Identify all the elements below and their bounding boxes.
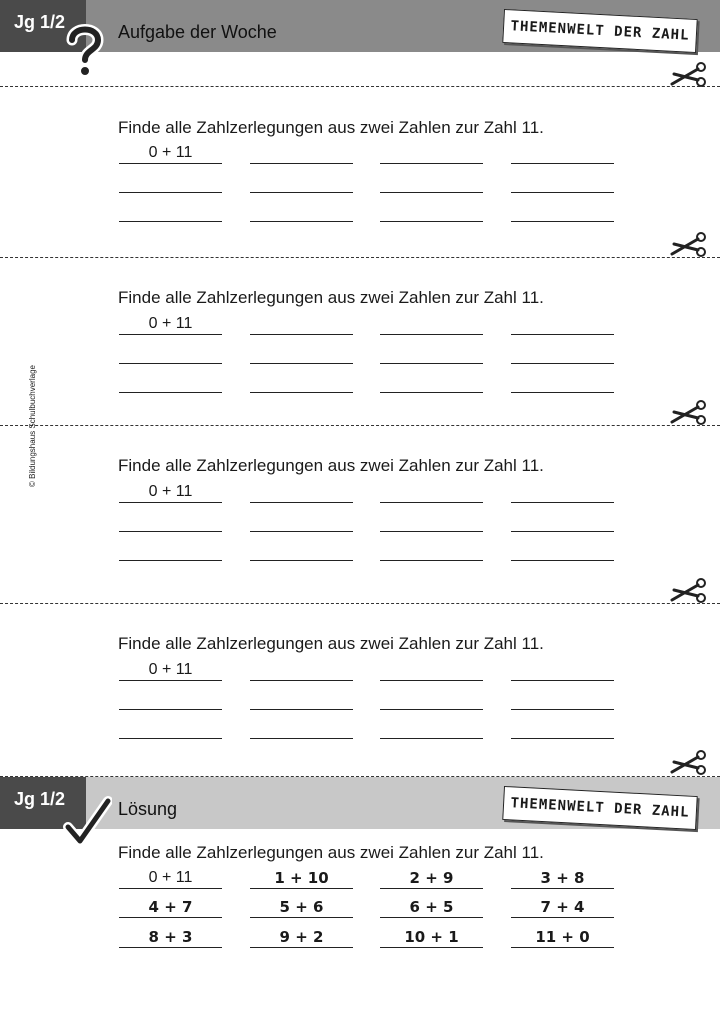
answer-line[interactable]	[380, 312, 483, 335]
answer-line[interactable]	[119, 687, 222, 710]
example-answer: 0 + 11	[148, 144, 193, 161]
answer-line[interactable]	[511, 312, 614, 335]
solution-answer: 7 + 4	[540, 898, 585, 916]
answer-line[interactable]	[119, 658, 222, 681]
solution-line	[250, 866, 353, 889]
answer-line[interactable]	[511, 658, 614, 681]
answer-line[interactable]	[380, 687, 483, 710]
page-title: Aufgabe der Woche	[118, 22, 277, 42]
copyright-note: © Bildungshaus Schulbuchverlage	[28, 365, 37, 487]
answer-line[interactable]	[380, 716, 483, 739]
answer-line[interactable]	[380, 480, 483, 503]
answer-line[interactable]	[250, 170, 353, 193]
answer-line[interactable]	[250, 687, 353, 710]
answer-line[interactable]	[380, 538, 483, 561]
task-instruction: Finde alle Zahlzerlegungen aus zwei Zahlen zur Zahl 11.	[118, 288, 544, 307]
answer-line[interactable]	[250, 370, 353, 393]
solution-line	[511, 895, 614, 918]
solution-answer: 9 + 2	[279, 928, 324, 946]
solution-line	[380, 895, 483, 918]
solution-answer: 8 + 3	[148, 928, 193, 946]
answer-line[interactable]	[380, 658, 483, 681]
solution-answer: 6 + 5	[409, 898, 454, 916]
solution-answer: 2 + 9	[409, 869, 454, 887]
solution-answer: 11 + 0	[535, 928, 590, 946]
topic-badge: THEMENWELT DER ZAHL	[502, 9, 698, 53]
cut-line	[0, 603, 720, 604]
answer-line[interactable]	[250, 658, 353, 681]
scissors-icon	[670, 62, 708, 88]
answer-line[interactable]	[119, 141, 222, 164]
solution-title: Lösung	[118, 799, 178, 819]
answer-line[interactable]	[511, 199, 614, 222]
answer-line[interactable]	[511, 716, 614, 739]
answer-line[interactable]	[511, 480, 614, 503]
answer-line[interactable]	[380, 199, 483, 222]
solution-line	[380, 866, 483, 889]
task-instruction: Finde alle Zahlzerlegungen aus zwei Zahlen zur Zahl 11.	[118, 634, 544, 653]
answer-line[interactable]	[119, 480, 222, 503]
solution-line	[119, 895, 222, 918]
answer-line[interactable]	[250, 509, 353, 532]
answer-line[interactable]	[511, 370, 614, 393]
answer-line[interactable]	[511, 687, 614, 710]
checkmark-icon	[62, 795, 112, 847]
answer-line[interactable]	[380, 370, 483, 393]
cut-line	[0, 86, 720, 87]
example-answer: 0 + 11	[148, 661, 193, 678]
answer-line[interactable]	[119, 538, 222, 561]
solution-line	[511, 925, 614, 948]
answer-line[interactable]	[511, 141, 614, 164]
answer-line[interactable]	[511, 509, 614, 532]
page-header	[0, 0, 720, 52]
answer-line[interactable]	[250, 480, 353, 503]
task-instruction: Finde alle Zahlzerlegungen aus zwei Zahlen zur Zahl 11.	[118, 118, 544, 137]
answer-line[interactable]	[380, 509, 483, 532]
solution-answer: 4 + 7	[148, 898, 193, 916]
answer-line[interactable]	[511, 341, 614, 364]
solution-line	[511, 866, 614, 889]
solution-header	[0, 777, 720, 829]
answer-line[interactable]	[250, 538, 353, 561]
answer-line[interactable]	[511, 170, 614, 193]
task-instruction: Finde alle Zahlzerlegungen aus zwei Zahlen zur Zahl 11.	[118, 456, 544, 475]
answer-line[interactable]	[380, 170, 483, 193]
grade-label: Jg 1/2	[14, 12, 66, 32]
answer-line[interactable]	[250, 199, 353, 222]
answer-line[interactable]	[119, 312, 222, 335]
answer-line[interactable]	[119, 341, 222, 364]
cut-line	[0, 257, 720, 258]
scissors-icon	[670, 578, 708, 604]
scissors-icon	[670, 400, 708, 426]
answer-line[interactable]	[250, 716, 353, 739]
answer-line[interactable]	[250, 312, 353, 335]
answer-line[interactable]	[119, 509, 222, 532]
solution-answer: 10 + 1	[404, 928, 459, 946]
solution-line	[119, 925, 222, 948]
solution-instruction: Finde alle Zahlzerlegungen aus zwei Zahlen zur Zahl 11.	[118, 843, 544, 862]
solution-answer: 3 + 8	[540, 869, 585, 887]
solution-answer: 0 + 11	[148, 869, 193, 886]
scissors-icon	[670, 750, 708, 776]
solution-answer: 5 + 6	[279, 898, 324, 916]
answer-line[interactable]	[380, 141, 483, 164]
solution-line	[119, 866, 222, 889]
answer-line[interactable]	[119, 170, 222, 193]
answer-line[interactable]	[250, 141, 353, 164]
question-mark-icon	[66, 24, 104, 78]
solution-topic-badge: THEMENWELT DER ZAHL	[502, 786, 698, 830]
answer-line[interactable]	[119, 716, 222, 739]
scissors-icon	[670, 232, 708, 258]
answer-line[interactable]	[250, 341, 353, 364]
example-answer: 0 + 11	[148, 315, 193, 332]
answer-line[interactable]	[511, 538, 614, 561]
answer-line[interactable]	[119, 370, 222, 393]
solution-line	[250, 925, 353, 948]
solution-grade-label: Jg 1/2	[14, 789, 66, 809]
cut-line	[0, 425, 720, 426]
solution-answer: 1 + 10	[274, 869, 329, 887]
solution-line	[380, 925, 483, 948]
answer-line[interactable]	[119, 199, 222, 222]
answer-line[interactable]	[380, 341, 483, 364]
solution-line	[250, 895, 353, 918]
example-answer: 0 + 11	[148, 483, 193, 500]
